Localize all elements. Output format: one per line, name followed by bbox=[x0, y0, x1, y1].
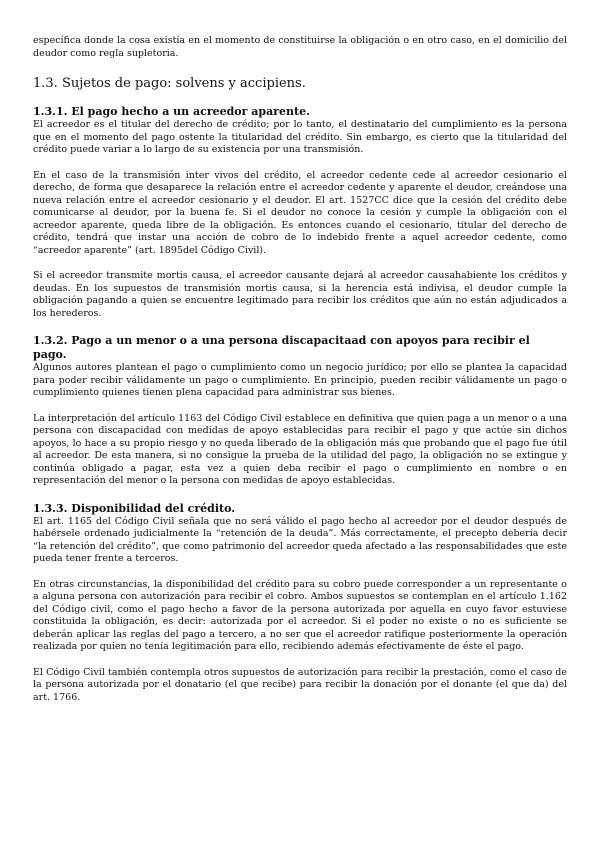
paragraph: El Código Civil también contempla otros supuestos de autorización para recibir la prestación, como el caso de la persona autorizada por el donatario (el que recibe) para recibir la donación por el donante (el que da) del art. 1766. bbox=[33, 666, 567, 703]
intro-paragraph: específica donde la cosa existía en el momento de constituirse la obligación o en otro caso, en el domicilio del deudor como regla supletoria. bbox=[33, 35, 567, 59]
subsection-heading-acreedor-aparente: 1.3.1. El pago hecho a un acreedor aparente. bbox=[33, 105, 310, 118]
paragraph: Algunos autores plantean el pago o cumplimiento como un negocio jurídico; por ello se plantea la capacidad para poder recibir válidamente un pago o cumplimiento. En principio, pueden recibir válidamente un pago o cumplimiento quienes tienen plena capacidad para administrar sus bienes. bbox=[33, 362, 567, 398]
section-heading-sujetos-de-pago: 1.3. Sujetos de pago: solvens y accipiens. bbox=[33, 76, 306, 91]
paragraph: El acreedor es el titular del derecho de crédito; por lo tanto, el destinatario del cumplimiento es la persona que en el momento del pago ostente la titularidad del crédito. Sin embargo, es cierto que la titularidad del crédito puede variar a lo largo de su existencia por una transmisión. bbox=[33, 119, 567, 155]
subsection-heading-disponibilidad-del-credito: 1.3.3. Disponibilidad del crédito. bbox=[33, 501, 236, 515]
subsection-heading-pago-a-menor: 1.3.2. Pago a un menor o a una persona discapacitaad con apoyos para recibir el pago. bbox=[33, 334, 530, 361]
paragraph: El art. 1165 del Código Civil señala que no será válido el pago hecho al acreedor por el deudor después de habérsele ordenado judicialmente la “retención de la deuda”. Más correctamente, el precepto debería decir “la retención del crédito”, que como patrimonio del acreedor queda afectado a las responsabilidades que este pueda tener frente a terceros. bbox=[33, 515, 567, 564]
paragraph: Si el acreedor transmite mortis causa, el acreedor causante dejará al acreedor causahabiente los créditos y deudas. En los supuestos de transmisión mortis causa, si la herencia está indivisa, el deudor cumple la obligación pagando a quien se encuentre legitimado para recibir los créditos que aún no están adjudicados a los herederos. bbox=[33, 270, 567, 319]
paragraph: En otras circunstancias, la disponibilidad del crédito para su cobro puede corresponder a un representante o a alguna persona con autorización para recibir el cobro. Ambos supuestos se contemplan en el artículo 1.162 del Código civil, como el pago hecho a favor de la persona autorizada por aquella en cuyo favor estuviese constituida la obligación, es decir: autorizada por el acreedor. Si el poder no existe o no es suficiente se deberán aplicar las reglas del pago a tercero, a no ser que el acreedor ratifique posteriormente la operación realizada por quien no tenía legitimación para ello, recibiendo además efectivamente de éste el pago. bbox=[33, 578, 567, 652]
paragraph: La interpretación del artículo 1163 del Código Civil establece en definitiva que quien paga a un menor o a una persona con discapacidad con medidas de apoyo establecidas para recibir el pago y que actúe sin dichos apoyos, lo hace a su propio riesgo y no queda liberado de la obligación más que probando que el pago fue útil al acreedor. De esta manera, si no consigue la prueba de la utilidad del pago, la obligación no se extingue y continúa obligado a pagar, esta vez a quien deba recibir el pago o cumplimiento en nombre o en representación del menor o la persona con medidas de apoyo establecidas. bbox=[33, 412, 567, 486]
paragraph: En el caso de la transmisión inter vivos del crédito, el acreedor cedente cede al acreedor cesionario el derecho, de forma que desaparece la relación entre el acreedor cedente y aparente el deudor, creándose una nueva relación entre el acreedor cesionario y el deudor. El art. 1527CC dice que la cesión del crédito debe comunicarse al deudor, por la buena fe. Si el deudor no conoce la cesión y cumple la obligación con el acreedor aparente, queda libre de la obligación. Es entonces cuando el cesionario, titular del derecho de crédito, tendrá que instar una acción de cobro de lo indebido frente a aquel acreedor cedente, como “acreedor aparente” (art. 1895del Código Civil). bbox=[33, 169, 567, 256]
